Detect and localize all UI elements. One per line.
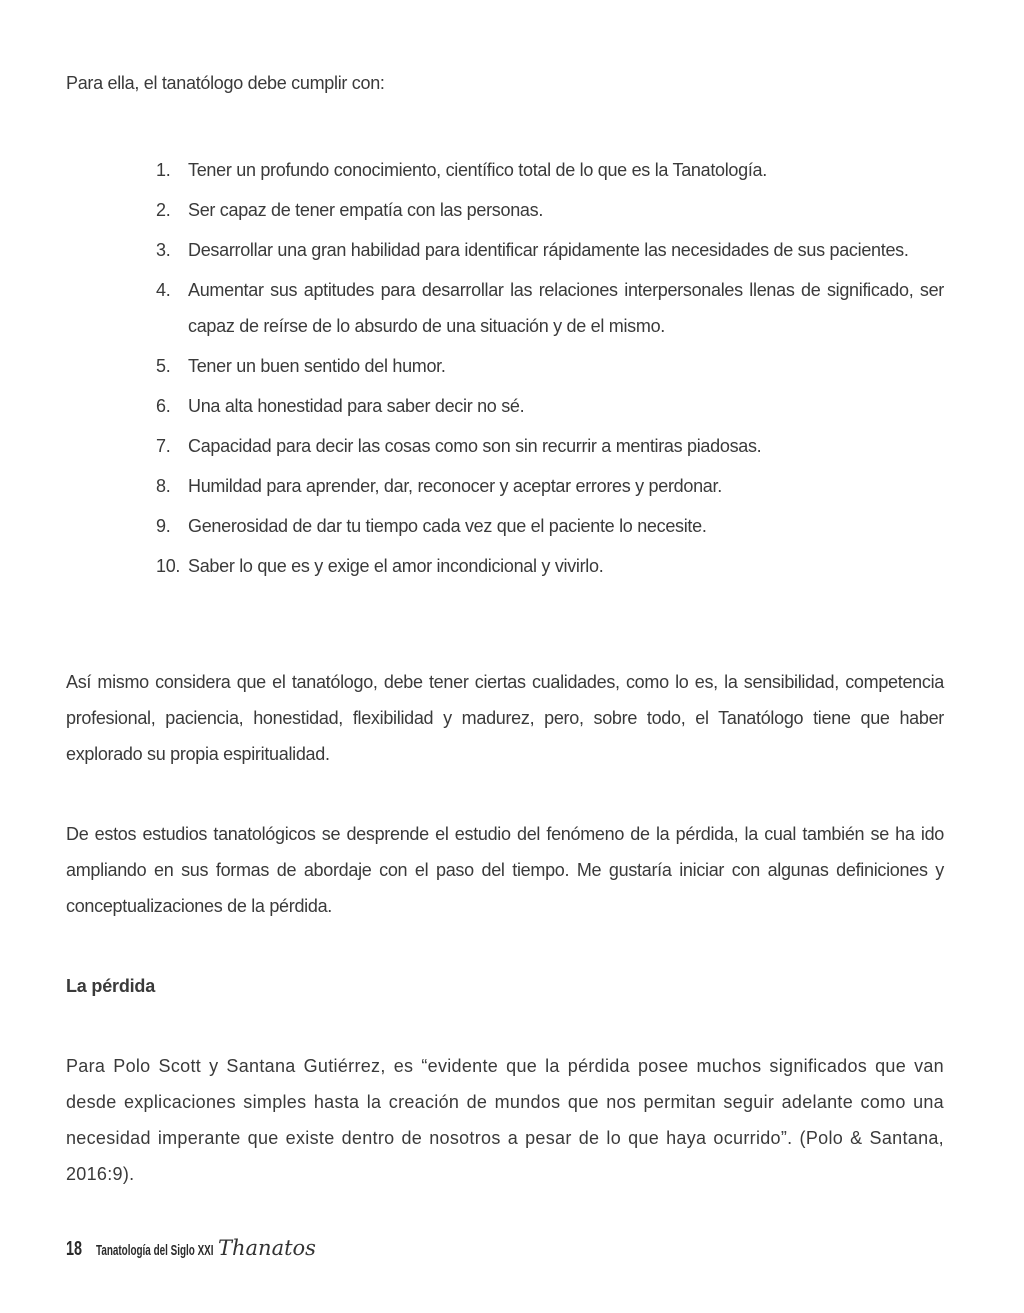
- page-number: 18: [66, 1238, 83, 1260]
- list-item-text: Saber lo que es y exige el amor incondicional y vivirlo.: [188, 556, 604, 576]
- list-item: [156, 348, 944, 384]
- list-item-text: Capacidad para decir las cosas como son sin recurrir a mentiras piadosas.: [188, 436, 762, 456]
- list-item-number: 5.: [156, 356, 171, 376]
- list-item: [156, 468, 944, 504]
- list-item-number: 1.: [156, 160, 171, 180]
- list-item-number: 10.: [156, 556, 181, 576]
- requirements-list: [156, 152, 944, 588]
- list-item-number: 9.: [156, 516, 171, 536]
- page-footer: [66, 1236, 316, 1266]
- list-item-number: 8.: [156, 476, 171, 496]
- list-item-number: 2.: [156, 200, 171, 220]
- intro-text: Para ella, el tanatólogo debe cumplir con:: [66, 73, 385, 93]
- list-item: [156, 548, 944, 584]
- list-item-text: Desarrollar una gran habilidad para identificar rápidamente las necesidades de sus pacientes.: [188, 240, 909, 260]
- list-item-number: 3.: [156, 240, 171, 260]
- list-item-text: Tener un profundo conocimiento, científico total de lo que es la Tanatología.: [188, 160, 767, 180]
- list-item: [156, 508, 944, 544]
- paragraph-qualities: Así mismo considera que el tanatólogo, debe tener ciertas cualidades, como lo es, la sensibilidad, competencia profesional, paciencia, honestidad, flexibilidad y madurez, pero, sobre todo, el Tanatólogo tiene que haber explorado su propia espiritualidad.: [66, 672, 944, 764]
- list-item: [156, 388, 944, 424]
- paragraph-quote: Para Polo Scott y Santana Gutiérrez, es “evidente que la pérdida posee muchos significados que van desde explicaciones simples hasta la creación de mundos que nos permitan seguir adelante como una necesidad imperante que existe dentro de nosotros a pesar de lo que haya ocurrido”. (Polo & Santana, 2016:9).: [66, 1056, 944, 1184]
- list-item-text: Aumentar sus aptitudes para desarrollar las relaciones interpersonales llenas de significado, ser capaz de reírse de lo absurdo de una situación y de el mismo.: [188, 280, 944, 336]
- list-item: [156, 428, 944, 464]
- list-item-text: Una alta honestidad para saber decir no sé.: [188, 396, 525, 416]
- section-heading: La pérdida: [66, 976, 156, 996]
- list-item: [156, 232, 944, 268]
- book-title: Tanatología del Siglo XXI: [96, 1242, 214, 1259]
- list-item-number: 6.: [156, 396, 171, 416]
- paragraph-loss-studies: De estos estudios tanatológicos se desprende el estudio del fenómeno de la pérdida, la cual también se ha ido ampliando en sus formas de abordaje con el paso del tiempo. Me gustaría iniciar con algunas definiciones y conceptualizaciones de la pérdida.: [66, 824, 944, 916]
- list-item: [156, 192, 944, 228]
- list-item-text: Generosidad de dar tu tiempo cada vez que el paciente lo necesite.: [188, 516, 707, 536]
- list-item-number: 7.: [156, 436, 171, 456]
- list-item-text: Ser capaz de tener empatía con las personas.: [188, 200, 544, 220]
- list-item: [156, 152, 944, 188]
- list-item-number: 4.: [156, 280, 171, 300]
- list-item-text: Humildad para aprender, dar, reconocer y aceptar errores y perdonar.: [188, 476, 722, 496]
- brand-logo: Thanatos: [218, 1236, 316, 1260]
- list-item-text: Tener un buen sentido del humor.: [188, 356, 446, 376]
- list-item: [156, 272, 944, 344]
